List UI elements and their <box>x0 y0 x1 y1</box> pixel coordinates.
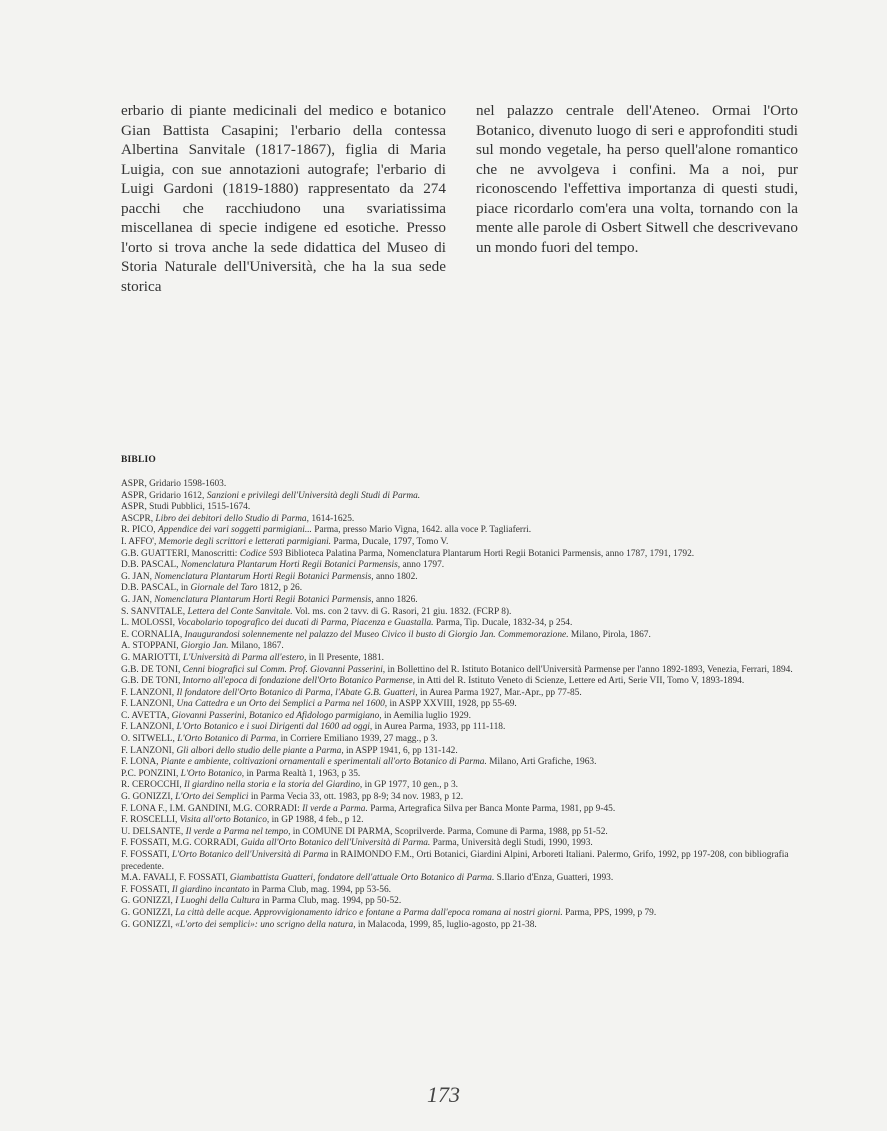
bibliography-entry <box>121 537 801 549</box>
entry-author: F. LONA F., I.M. GANDINI, M.G. CORRADI: <box>121 803 303 814</box>
entry-title: Sanzioni e privilegi dell'Università degli Studi di Parma. <box>206 490 421 501</box>
entry-details: S.Ilario d'Enza, Guatteri, 1993. <box>494 873 614 884</box>
entry-details: in ASPP 1941, 6, pp 131-142. <box>343 745 458 756</box>
entry-title: Il giardino nella storia e la storia del Giardino, <box>184 780 363 791</box>
entry-title: L'Orto Botanico e i suoi Dirigenti dal 1600 ad oggi, <box>176 722 373 733</box>
bibliography-entry <box>121 630 801 642</box>
entry-author: G. JAN, <box>121 571 155 582</box>
entry-details: in Corriere Emiliano 1939, 27 magg., p 3. <box>278 734 438 745</box>
bibliography-entry <box>121 769 801 781</box>
entry-author: O. SITWELL, <box>121 734 178 745</box>
entry-details: in Bollettino del R. Istituto Botanico dell'Università Parmense per l'anno 1892-1893, Venezia, Ferrari, 1894. <box>385 664 793 675</box>
entry-details: anno 1826. <box>373 594 418 605</box>
entry-author: C. AVETTA, <box>121 710 172 721</box>
entry-title: Intorno all'epoca di fondazione dell'Orto Botanico Parmense, <box>182 676 416 687</box>
bibliography-entry <box>121 525 801 537</box>
entry-author: ASPR, Gridario 1612, <box>121 490 207 501</box>
bibliography-entry <box>121 885 801 897</box>
entry-details: anno 1797. <box>400 560 445 571</box>
body-column-left <box>121 101 446 296</box>
page-number: 173 <box>427 1082 460 1107</box>
bibliography-entry <box>121 491 801 503</box>
entry-details: Vol. ms. con 2 tavv. di G. Rasori, 21 giu. 1832. (FCRP 8). <box>292 606 512 617</box>
entry-details: Milano, Pirola, 1867. <box>568 629 651 640</box>
bibliography-entry <box>121 873 801 885</box>
entry-title: Piante e ambiente, coltivazioni ornamentali e sperimentali all'orto Botanico di Parma. <box>160 757 487 768</box>
entry-title: L'Orto Botanico di Parma, <box>177 734 279 745</box>
entry-author: G. GONIZZI, <box>121 907 176 918</box>
entry-author: D.B. PASCAL, <box>121 560 181 571</box>
bibliography-entry <box>121 549 801 561</box>
bibliography-entry <box>121 908 801 920</box>
entry-details: Biblioteca Palatina Parma, Nomenclatura Plantarum Horti Regii Botanici Parmensis, anno 1787, 1791, 1792. <box>282 548 695 559</box>
entry-title: Il giardino incantato <box>171 884 250 895</box>
entry-author: U. DELSANTE, <box>121 826 186 837</box>
bibliography-entry <box>121 722 801 734</box>
entry-details: in Aurea Parma 1927, Mar.-Apr., pp 77-85. <box>417 687 582 698</box>
entry-title: Libro dei debitori dello Studio di Parma, <box>155 513 309 524</box>
entry-title: Inaugurandosi solennemente nel palazzo del Museo Civico il busto di Giorgio Jan. Commemorazione. <box>184 629 569 640</box>
bibliography-entry <box>121 804 801 816</box>
entry-author: D.B. PASCAL, in <box>121 583 191 594</box>
entry-details: in Malacoda, 1999, 85, luglio-agosto, pp 21-38. <box>355 919 537 930</box>
entry-author: F. FOSSATI, <box>121 884 172 895</box>
bibliography-entry <box>121 607 801 619</box>
bibliography-entry <box>121 676 801 688</box>
entry-author: F. LONA, <box>121 757 161 768</box>
entry-details: Milano, 1867. <box>228 641 284 652</box>
entry-details: in Aemilia luglio 1929. <box>381 710 471 721</box>
bibliography-entry <box>121 896 801 908</box>
entry-title: Giorgio Jan. <box>180 641 229 652</box>
entry-author: F. LANZONI, <box>121 687 177 698</box>
entry-title: Nomenclatura Plantarum Horti Regii Botanici Parmensis, <box>154 594 374 605</box>
entry-title: Appendice dei vari soggetti parmigiani... <box>158 525 312 536</box>
bibliography-entry <box>121 734 801 746</box>
entry-title: Gli albori dello studio delle piante a Parma, <box>176 745 344 756</box>
entry-title: Lettera del Conte Sanvitale. <box>187 606 293 617</box>
entry-details: in Parma Club, mag. 1994, pp 50-52. <box>259 896 402 907</box>
entry-title: Una Cattedra e un Orto dei Semplici a Parma nel 1600, <box>176 699 388 710</box>
entry-author: M.A. FAVALI, F. FOSSATI, <box>121 873 230 884</box>
bibliography-entry <box>121 838 801 850</box>
entry-details: Parma, PPS, 1999, p 79. <box>562 907 657 918</box>
entry-title: Giornale del Taro <box>190 583 258 594</box>
entry-title: Codice 593 <box>239 548 283 559</box>
bibliography-entry <box>121 653 801 665</box>
entry-author: G. MARIOTTI, <box>121 652 183 663</box>
entry-title: Nomenclatura Plantarum Horti Regii Botanici Parmensis, <box>154 571 374 582</box>
bibliography-entry <box>121 618 801 630</box>
bibliography-list <box>121 479 801 931</box>
bibliography-entry <box>121 699 801 711</box>
bibliography-entry <box>121 815 801 827</box>
entry-author: G. GONIZZI, <box>121 792 176 803</box>
bibliography-entry <box>121 688 801 700</box>
entry-author: F. ROSCELLI, <box>121 815 180 826</box>
entry-author: R. CEROCCHI, <box>121 780 185 791</box>
entry-details: Parma, Artegrafica Silva per Banca Monte Parma, 1981, pp 9-45. <box>367 803 616 814</box>
bibliography-entry <box>121 920 801 932</box>
entry-author: ASPR, Studi Pubblici, 1515-1674. <box>121 502 251 513</box>
entry-title: Cenni biografici sul Comm. Prof. Giovanni Passerini, <box>182 664 386 675</box>
entry-author: P.C. PONZINI, <box>121 768 181 779</box>
body-text-right: nel palazzo centrale dell'Ateneo. Ormai l'Orto Botanico, divenuto luogo di seri e approfonditi studi sul mondo vegetale, ha perso quell'alone romantico che ne avvolgeva i confini. Ma a noi, pur riconoscendo l'effettiva importanza di questi studi, piace ricordarlo com'era una volta, tornando con la mente alle parole di Osbert Sitwell che descrivevano un mondo fuori del tempo. <box>476 102 798 256</box>
bibliography-heading: BIBLIO <box>121 455 156 465</box>
entry-details: in Parma Vecia 33, ott. 1983, pp 8-9; 34 nov. 1983, p 12. <box>248 792 464 803</box>
bibliography-entry <box>121 514 801 526</box>
entry-details: in Atti del R. Istituto Veneto di Scienze, Lettere ed Arti, Serie VII, Tomo V, 1893-1894. <box>415 676 745 687</box>
bibliography-entry <box>121 572 801 584</box>
entry-details: in COMUNE DI PARMA, Scoprilverde. Parma, Comune di Parma, 1988, pp 51-52. <box>290 826 608 837</box>
bibliography-entry <box>121 757 801 769</box>
entry-author: ASCPR, <box>121 513 156 524</box>
bibliography-entry <box>121 641 801 653</box>
bibliography-entry <box>121 746 801 758</box>
bibliography-entry <box>121 583 801 595</box>
entry-title: Il verde a Parma. <box>302 803 368 814</box>
entry-title: L'Orto Botanico, <box>180 768 245 779</box>
entry-details: anno 1802. <box>373 571 418 582</box>
body-column-right <box>476 101 798 257</box>
entry-author: F. LANZONI, <box>121 745 177 756</box>
entry-author: G.B. DE TONI, <box>121 664 183 675</box>
entry-title: I Luoghi della Cultura <box>175 896 260 907</box>
bibliography-entry <box>121 595 801 607</box>
entry-title: Nomenclatura Plantarum Horti Regii Botanici Parmensis, <box>180 560 401 571</box>
entry-author: F. FOSSATI, <box>121 850 172 860</box>
entry-author: R. PICO, <box>121 525 158 536</box>
entry-author: G.B. GUATTERI, Manoscritti: <box>121 548 240 559</box>
entry-details: Parma, Ducale, 1797, Tomo V. <box>331 536 449 547</box>
bibliography-entry <box>121 827 801 839</box>
entry-title: Memorie degli scrittori e letterati parmigiani. <box>158 536 332 547</box>
entry-details: in Parma Club, mag. 1994, pp 53-56. <box>249 884 392 895</box>
entry-title: Visita all'orto Botanico, <box>179 815 270 826</box>
entry-details: in GP 1988, 4 feb., p 12. <box>269 815 364 826</box>
entry-details: in ASPP XXVIII, 1928, pp 55-69. <box>387 699 517 710</box>
entry-title: Vocabolario topografico dei ducati di Parma, Piacenza e Guastalla. <box>177 618 434 629</box>
entry-details: 1812, p 26. <box>257 583 303 594</box>
entry-title: «L'orto dei semplici»: uno scrigno della natura, <box>175 919 356 930</box>
entry-author: A. STOPPANI, <box>121 641 181 652</box>
entry-author: F. LANZONI, <box>121 722 177 733</box>
entry-author: G. GONIZZI, <box>121 896 176 907</box>
bibliography-entry <box>121 780 801 792</box>
entry-title: L'Orto Botanico dell'Università di Parma <box>171 850 329 860</box>
entry-title: L'Orto dei Semplici <box>175 792 249 803</box>
entry-author: F. LANZONI, <box>121 699 177 710</box>
entry-details: in Parma Realtà 1, 1963, p 35. <box>244 768 361 779</box>
entry-title: Il fondatore dell'Orto Botanico di Parma, l'Abate G.B. Guatteri, <box>176 687 418 698</box>
bibliography-entry <box>121 792 801 804</box>
entry-details: Milano, Arti Grafiche, 1963. <box>486 757 597 768</box>
bibliography-entry <box>121 502 801 514</box>
entry-author: L. MOLOSSI, <box>121 618 178 629</box>
bibliography-entry <box>121 560 801 572</box>
entry-details: 1614-1625. <box>308 513 355 524</box>
body-text-left: erbario di piante medicinali del medico e botanico Gian Battista Casapini; l'erbario della contessa Albertina Sanvitale (1817-1867), figlia di Maria Luigia, con sue annotazioni autografe; l'erbario di Luigi Gardoni (1819-1880) rappresentato da 274 pacchi che racchiudono una svariatissima miscellanea di specie indigene ed esotiche. Presso l'orto si trova anche la sede didattica del Museo di Storia Naturale dell'Università, che ha la sua sede storica <box>121 102 446 295</box>
entry-author: G. JAN, <box>121 594 155 605</box>
entry-author: S. SANVITALE, <box>121 606 188 617</box>
bibliography-entry <box>121 665 801 677</box>
entry-details: in Aurea Parma, 1933, pp 111-118. <box>372 722 506 733</box>
entry-author: G. GONIZZI, <box>121 919 176 930</box>
entry-details: in Il Presente, 1881. <box>306 652 385 663</box>
entry-author: ASPR, Gridario 1598-1603. <box>121 479 227 489</box>
entry-author: G.B. DE TONI, <box>121 676 183 687</box>
entry-details: Parma, presso Mario Vigna, 1642. alla voce P. Tagliaferri. <box>311 525 532 536</box>
entry-details: Parma, Tip. Ducale, 1832-34, p 254. <box>433 618 573 629</box>
entry-title: L'Università di Parma all'estero, <box>182 652 307 663</box>
entry-details: in RAIMONDO F.M., Orti Botanici, Giardini Alpini, Arboreti Italiani. Palermo, Grifo, 1992, pp 197-208, con bibliografia precedente. <box>121 850 789 872</box>
entry-title: La città delle acque. Approvvigionamento idrico e fontane a Parma dall'epoca romana ai nostri giorni. <box>175 907 563 918</box>
bibliography-entry <box>121 479 801 491</box>
bibliography-entry <box>121 850 801 873</box>
entry-title: Guida all'Orto Botanico dell'Università di Parma. <box>240 838 431 849</box>
entry-author: F. FOSSATI, M.G. CORRADI, <box>121 838 241 849</box>
entry-details: Parma, Università degli Studi, 1990, 1993. <box>430 838 593 849</box>
entry-author: E. CORNALIA, <box>121 629 185 640</box>
entry-title: Giovanni Passerini, Botanico ed Afidologo parmigiano, <box>171 710 382 721</box>
entry-details: in GP 1977, 10 gen., p 3. <box>362 780 458 791</box>
entry-author: I. AFFO', <box>121 536 159 547</box>
bibliography-entry <box>121 711 801 723</box>
entry-title: Il verde a Parma nel tempo, <box>185 826 291 837</box>
entry-title: Giambattista Guatteri, fondatore dell'attuale Orto Botanico di Parma. <box>229 873 495 884</box>
